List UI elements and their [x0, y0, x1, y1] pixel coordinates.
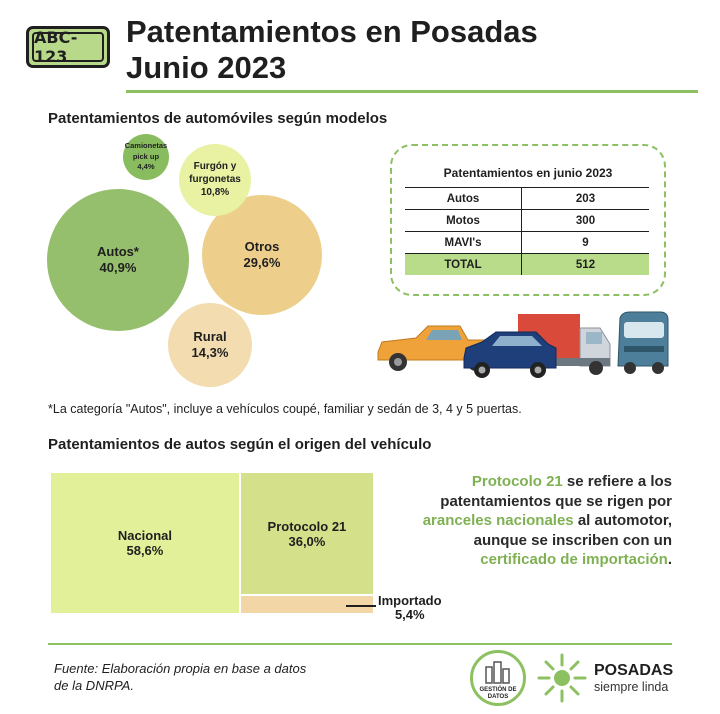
section-title-origin: Patentamientos de autos según el origen del vehículo: [48, 436, 432, 453]
bubble-1: [47, 189, 189, 331]
bubble-5: [123, 134, 170, 181]
treemap-label: Protocolo 21: [267, 518, 347, 534]
treemap-label: Importado: [378, 593, 442, 608]
bubble-label: Rural: [193, 328, 227, 344]
treemap-value: 5,4%: [394, 607, 425, 622]
vehicles-illustration: [372, 308, 672, 384]
bubble-label: Autos*: [97, 243, 139, 259]
license-plate-icon: [26, 26, 110, 68]
footnote: *La categoría "Autos", incluye a vehículos coupé, familiar y sedán de 3, 4 y 5 puertas.: [48, 402, 522, 416]
plate-text: ABC-123: [32, 32, 104, 62]
page-title: [126, 14, 538, 86]
table-row-total: [405, 254, 649, 276]
table-cell-value: 300: [575, 214, 596, 227]
table-cell-value: 9: [582, 236, 589, 249]
bubble-label: furgonetas: [189, 174, 241, 186]
bubble-value: 10,8%: [200, 187, 230, 199]
gestion-datos-label: GESTIÓN DE DATOS: [479, 687, 517, 700]
bubble-value: 4,4%: [137, 162, 155, 172]
bubble-label: Otros: [244, 238, 280, 254]
explanation-text: se refiere a los patentamientos que se rigen por: [440, 473, 672, 510]
table-cell-value: 203: [575, 192, 596, 205]
van-icon: [618, 312, 668, 374]
section-title-models: Patentamientos de automóviles según modelos: [48, 110, 388, 127]
leader-line: [346, 605, 376, 607]
table-row: [405, 232, 649, 254]
treemap-cell-2: [240, 472, 374, 595]
table-cell-label: TOTAL: [405, 254, 522, 276]
source-note: Fuente: Elaboración propia en base a datos de la DNRPA.: [54, 661, 307, 693]
table-row: [405, 210, 649, 232]
suv-icon: [464, 332, 556, 378]
table-cell-value: 512: [575, 258, 596, 271]
treemap-label: Nacional: [117, 528, 173, 543]
bubble-value: 14,3%: [191, 344, 229, 360]
bubble-label: pick up: [132, 151, 160, 161]
treemap-external-label: [378, 594, 442, 622]
table-row: [405, 188, 649, 210]
bubble-3: [168, 303, 252, 387]
header-divider: [126, 90, 698, 93]
footer-divider: [48, 643, 672, 645]
bubble-label: Camionetas: [124, 141, 168, 151]
summary-table: [405, 187, 649, 275]
treemap-value: 58,6%: [126, 543, 164, 558]
summary-table-title: Patentamientos en junio 2023: [443, 166, 613, 180]
explanation-text: al automotor, aunque se inscriben con un: [473, 512, 672, 549]
highlight-protocolo: Protocolo 21: [471, 473, 563, 490]
treemap-cell-1: [50, 472, 240, 614]
bubble-value: 40,9%: [99, 259, 137, 275]
protocol-explanation: [418, 472, 672, 570]
bubble-label: Furgón y: [193, 161, 237, 173]
bubble-value: 29,6%: [243, 254, 281, 270]
title-line-1: Patentamientos en Posadas: [126, 14, 538, 49]
title-line-2: Junio 2023: [126, 50, 287, 85]
table-cell-label: Motos: [405, 210, 522, 232]
highlight-certificado: certificado de importación: [480, 551, 668, 568]
posadas-sun-logo-icon: [536, 652, 588, 704]
highlight-aranceles: aranceles nacionales: [422, 512, 574, 529]
table-cell-label: Autos: [405, 188, 522, 210]
posadas-name: POSADAS: [594, 662, 674, 679]
table-cell-label: MAVI's: [405, 232, 522, 254]
treemap-value: 36,0%: [288, 533, 326, 549]
posadas-tagline: siempre linda: [594, 680, 669, 694]
explanation-text: .: [667, 551, 672, 568]
